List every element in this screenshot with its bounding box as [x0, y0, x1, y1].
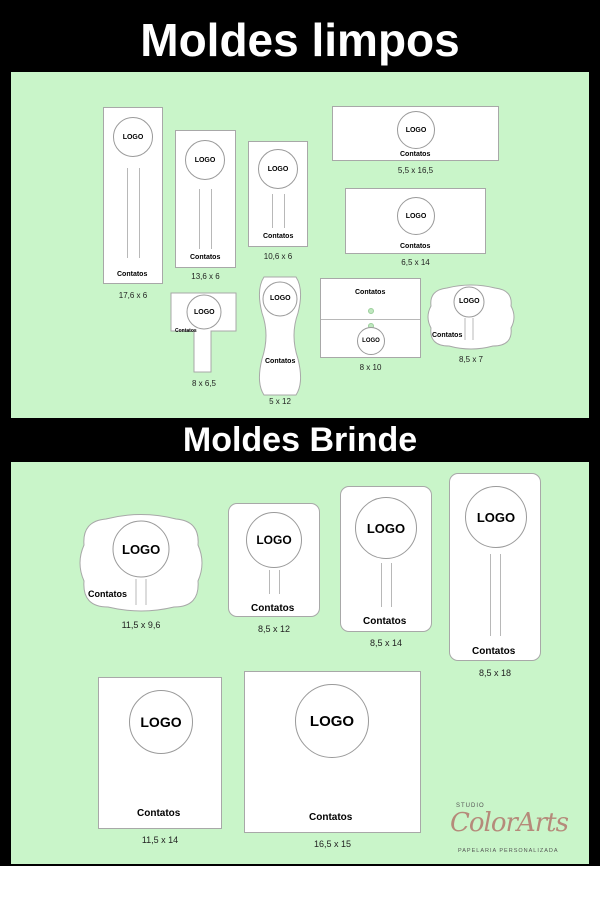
contatos-label: Contatos	[363, 616, 407, 627]
logo-label: LOGO	[270, 295, 291, 302]
guide-line	[279, 570, 280, 594]
logo-label: LOGO	[459, 298, 480, 305]
size-label: 6,5 x 14	[401, 258, 430, 267]
logo-label: LOGO	[122, 133, 144, 141]
contatos-label: Contatos	[263, 233, 294, 240]
contatos-label: Contatos	[472, 646, 516, 657]
size-label: 8,5 x 7	[458, 355, 483, 364]
section-title-limpos: Moldes limpos	[140, 14, 460, 66]
template-8x10	[320, 278, 421, 358]
contatos-label: Contatos	[175, 328, 197, 334]
guide-line	[500, 554, 501, 636]
template-5x12-shape	[254, 275, 306, 397]
contatos-label: Contatos	[137, 808, 181, 819]
template-10-6x6	[248, 141, 308, 247]
size-label: 11,5 x 9,6	[121, 620, 161, 630]
contatos-label: Contatos	[432, 332, 463, 339]
brand-name: ColorArts	[450, 808, 568, 838]
template-13-6x6	[175, 130, 236, 268]
punch-hole	[368, 308, 374, 314]
logo-label: LOGO	[140, 714, 182, 730]
logo-circle	[113, 117, 153, 157]
size-label: 10,6 x 6	[263, 252, 293, 261]
logo-circle	[397, 197, 435, 235]
size-label: 17,6 x 6	[118, 291, 148, 300]
guide-line	[391, 563, 392, 607]
logo-label: LOGO	[267, 165, 289, 173]
size-label: 8,5 x 12	[257, 624, 291, 634]
template-17-6x6	[103, 107, 163, 284]
template-6-5x14	[345, 188, 486, 254]
template-16-5x15	[244, 671, 421, 833]
template-8-5x12	[228, 503, 320, 617]
size-label: 8,5 x 14	[369, 638, 403, 648]
size-label: 8 x 10	[359, 363, 382, 372]
contatos-label: Contatos	[251, 603, 295, 614]
contatos-label: Contatos	[400, 151, 431, 158]
template-5-5x16-5	[332, 106, 499, 161]
contatos-label: Contatos	[400, 243, 431, 250]
studio-colorarts-logo	[448, 800, 588, 860]
size-label: 5,5 x 16,5	[397, 166, 434, 175]
brand-studio: STUDIO	[456, 803, 485, 809]
logo-circle	[129, 690, 193, 754]
logo-circle	[357, 327, 385, 355]
logo-circle	[397, 111, 435, 149]
logo-circle	[465, 486, 527, 548]
logo-circle	[258, 149, 298, 189]
guide-line	[139, 168, 140, 258]
template-8-5x18	[449, 473, 541, 661]
guide-line	[127, 168, 128, 258]
guide-line	[211, 189, 212, 249]
guide-line	[272, 194, 273, 228]
logo-circle	[295, 684, 369, 758]
logo-label: LOGO	[476, 509, 516, 525]
logo-circle	[246, 512, 302, 568]
guide-line	[490, 554, 491, 636]
logo-label: LOGO	[362, 338, 380, 344]
logo-label: LOGO	[366, 520, 406, 536]
logo-label: LOGO	[309, 712, 355, 730]
contatos-label: Contatos	[190, 254, 221, 261]
logo-label: LOGO	[122, 542, 161, 557]
template-11-5x14	[98, 677, 222, 829]
template-8-5x14	[340, 486, 432, 632]
contatos-label: Contatos	[355, 289, 386, 296]
size-label: 11,5 x 14	[141, 835, 179, 845]
contatos-label: Contatos	[88, 589, 127, 599]
template-8-5x7-cloud	[427, 284, 515, 350]
logo-label: LOGO	[405, 212, 427, 220]
contatos-label: Contatos	[265, 358, 296, 365]
guide-line	[199, 189, 200, 249]
contatos-label: Contatos	[309, 812, 353, 823]
fold-line	[321, 319, 420, 320]
logo-label: LOGO	[256, 533, 292, 547]
logo-circle	[355, 497, 417, 559]
size-label: 8 x 6,5	[191, 379, 216, 388]
logo-circle	[185, 140, 225, 180]
size-label: 16,5 x 15	[313, 839, 352, 849]
size-label: 13,6 x 6	[191, 272, 220, 281]
contatos-label: Contatos	[117, 271, 148, 278]
logo-label: LOGO	[405, 126, 427, 134]
guide-line	[284, 194, 285, 228]
logo-label: LOGO	[194, 309, 215, 316]
section-title-brinde: Moldes Brinde	[182, 421, 418, 459]
guide-line	[269, 570, 270, 594]
guide-line	[381, 563, 382, 607]
brand-tagline: PAPELARIA PERSONALIZADA	[458, 848, 559, 854]
size-label: 8,5 x 18	[478, 668, 512, 678]
size-label: 5 x 12	[269, 397, 291, 406]
logo-label: LOGO	[194, 156, 216, 164]
